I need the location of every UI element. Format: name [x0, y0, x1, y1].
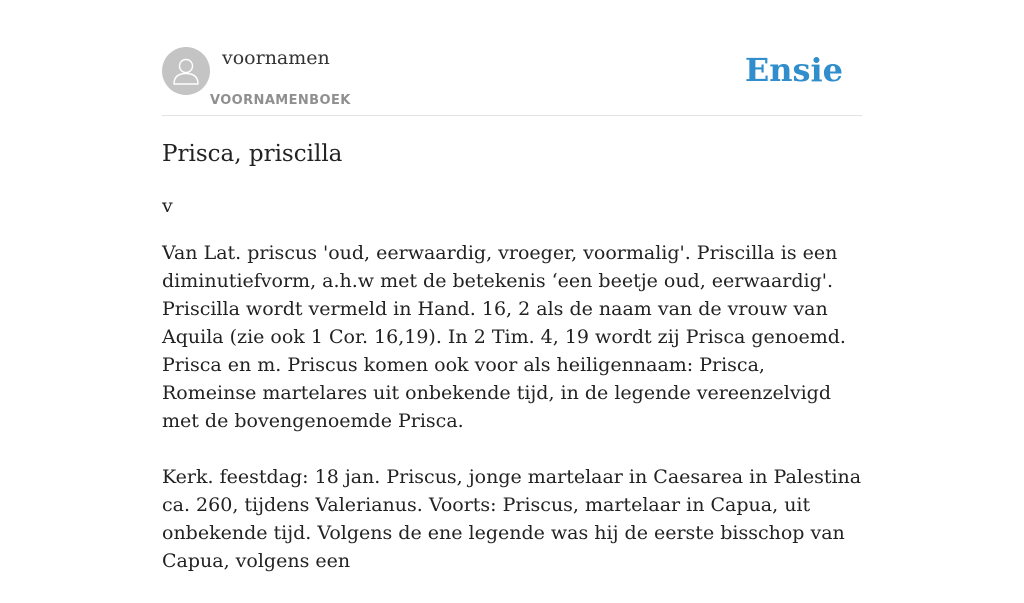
- entry-title: Prisca, priscilla: [162, 141, 343, 167]
- entry-gender: v: [162, 195, 173, 217]
- entry-paragraph: Van Lat. priscus 'oud, eerwaardig, vroeger, voormalig'. Priscilla is een diminutiefvorm, a.h.w met de betekenis ‘een beetje oud, eerwaardig'. Priscilla wordt vermeld in Hand. 16, 2 als de naam van de vrouw van Aquila (zie ook 1 Cor. 16,19). In 2 Tim. 4, 19 wordt zij Prisca genoemd. Prisca en m. Priscus komen ook voor als heiligennaam: Prisca, Romeinse martelares uit onbekende tijd, in de legende vereenzelvigd met de bovengenoemde Prisca.: [162, 242, 846, 432]
- entry-body: [162, 239, 862, 603]
- brand-logo[interactable]: Ensie: [744, 51, 843, 89]
- entry-header: [162, 0, 862, 116]
- source-label[interactable]: VOORNAMENBOEK: [210, 93, 351, 108]
- entry-paragraph: Kerk. feestdag: 18 jan. Priscus, jonge martelaar in Caesarea in Palestina ca. 260, tijdens Valerianus. Voorts: Priscus, martelaar in Capua, uit onbekende tijd. Volgens de ene legende was hij de eerste bisschop van Capua, volgens een: [162, 466, 862, 572]
- user-icon[interactable]: [162, 47, 210, 95]
- content-container: [162, 0, 862, 572]
- author-name[interactable]: voornamen: [222, 47, 330, 69]
